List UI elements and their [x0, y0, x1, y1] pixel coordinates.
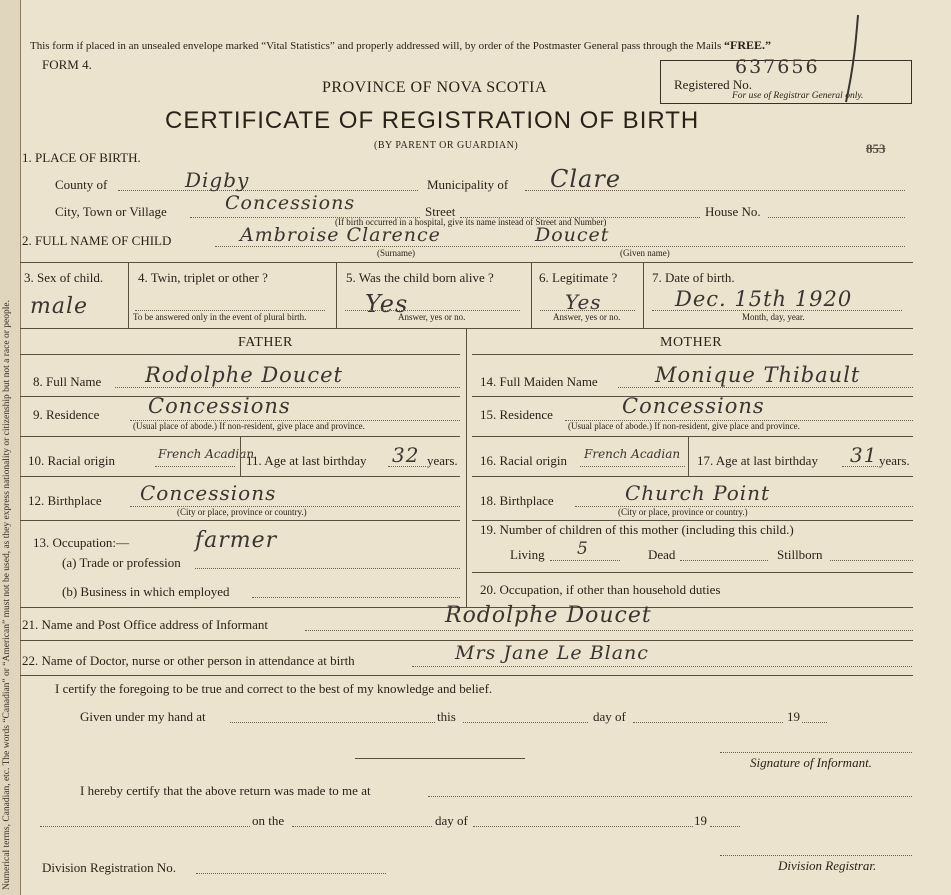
mother-race-rule [472, 476, 913, 477]
mother-birthplace-rule [472, 520, 913, 521]
child-given-value: Ambroise Clarence [240, 224, 441, 246]
mother-age-line [842, 466, 878, 467]
street-label: Street [425, 204, 456, 219]
dead-line [680, 560, 768, 561]
mother-residence-rule [472, 436, 913, 437]
division-registration-line [196, 873, 386, 874]
mother-residence-label: 15. Residence [480, 407, 553, 422]
father-birthplace-rule [20, 520, 460, 521]
child-name-line [215, 246, 905, 247]
father-race-divider [240, 436, 241, 476]
county-label: County of [55, 177, 108, 192]
registrar-blank-line [40, 826, 250, 827]
division-registration-label: Division Registration No. [42, 860, 176, 875]
father-race-value: French Acadian [158, 447, 255, 461]
mother-name-line [618, 387, 913, 388]
year-label: 19 [787, 709, 800, 724]
informant-line [305, 630, 913, 631]
registrar-statement: I hereby certify that the above return was made to me at [80, 783, 371, 798]
division-registrar-line [720, 855, 912, 856]
year-line [802, 722, 827, 723]
mother-occupation-label: 20. Occupation, if other than household duties [480, 582, 721, 597]
legitimate-note: Answer, yes or no. [553, 312, 621, 322]
father-birthplace-label: 12. Birthplace [28, 493, 102, 508]
father-birthplace-value: Concessions [140, 481, 277, 505]
given-place-line [230, 722, 435, 723]
father-occupation-label: 13. Occupation:— [33, 535, 130, 550]
row3-divider-2 [336, 262, 337, 328]
legitimate-value: Yes [565, 290, 602, 314]
date-of-birth-value: Dec. 15th 1920 [675, 287, 853, 311]
child-surname-value: Doucet [535, 224, 610, 246]
row3-divider-1 [128, 262, 129, 328]
division-registrar-label: Division Registrar. [778, 858, 877, 873]
sex-value: male [30, 294, 89, 319]
corner-number: 853 [866, 141, 886, 156]
informant-rule [20, 640, 913, 641]
postal-notice [30, 38, 771, 53]
living-value: 5 [577, 539, 589, 559]
trade-label: (a) Trade or profession [62, 555, 181, 570]
city-label: City, Town or Village [55, 204, 167, 219]
mother-race-label: 16. Racial origin [480, 453, 568, 468]
father-race-label: 10. Racial origin [28, 453, 116, 468]
father-age-line [388, 466, 426, 467]
surname-caption: (Surname) [377, 248, 415, 258]
day-of-label: day of [593, 709, 626, 724]
father-name-label: 8. Full Name [33, 374, 102, 389]
father-age-value: 32 [392, 443, 420, 467]
informant-value: Rodolphe Doucet [445, 603, 652, 628]
informant-label: 21. Name and Post Office address of Informant [22, 617, 268, 632]
hospital-note: (If birth occurred in a hospital, give its name instead of Street and Number) [335, 217, 607, 227]
father-name-value: Rodolphe Doucet [145, 363, 343, 387]
parents-divider [466, 328, 467, 608]
registered-number-value: 637656 [735, 56, 820, 78]
registrar-day-of-label: day of [435, 813, 468, 828]
twin-label: 4. Twin, triplet or other ? [138, 270, 268, 285]
mother-race-line [580, 466, 685, 467]
given-under-label: Given under my hand at [80, 709, 206, 724]
short-rule [355, 758, 525, 759]
father-residence-note: (Usual place of abode.) If non-resident, give place and province. [133, 421, 365, 431]
province-heading: PROVINCE OF NOVA SCOTIA [322, 79, 548, 96]
mother-race-value: French Acadian [584, 447, 681, 461]
business-line [252, 597, 460, 598]
signature-line [720, 752, 912, 753]
left-margin-strip [0, 0, 21, 895]
county-value: Digby [185, 168, 250, 192]
registrar-place-line [428, 796, 912, 797]
registered-number-label: Registered No. [674, 77, 752, 92]
doctor-label: 22. Name of Doctor, nurse or other person in attendance at birth [22, 653, 355, 668]
father-heading: FATHER [238, 335, 293, 350]
mother-children-rule [472, 572, 913, 573]
this-day-line [463, 722, 588, 723]
father-residence-label: 9. Residence [33, 407, 100, 422]
business-label: (b) Business in which employed [62, 584, 230, 599]
alive-value: Yes [365, 290, 409, 318]
mother-name-value: Monique Thibault [655, 363, 861, 387]
mother-residence-value: Concessions [622, 394, 765, 418]
registrar-year-label: 19 [694, 813, 707, 828]
pen-mark [828, 10, 868, 110]
page-title: CERTIFICATE OF REGISTRATION OF BIRTH [165, 107, 700, 134]
signature-label: Signature of Informant. [750, 755, 872, 770]
doctor-line [412, 666, 912, 667]
date-of-birth-note: Month, day, year. [742, 312, 805, 322]
municipality-label: Municipality of [427, 177, 509, 192]
on-the-line [292, 826, 432, 827]
house-number-label: House No. [705, 204, 761, 219]
place-of-birth-label: 1. PLACE OF BIRTH. [22, 150, 141, 165]
mother-birthplace-value: Church Point [625, 481, 771, 505]
mother-children-label: 19. Number of children of this mother (including this child.) [480, 522, 794, 537]
alive-label: 5. Was the child born alive ? [346, 270, 494, 285]
row3-divider-3 [531, 262, 532, 328]
father-residence-value: Concessions [148, 394, 291, 418]
mother-race-divider [688, 436, 689, 476]
sex-label: 3. Sex of child. [24, 270, 104, 285]
postal-notice-text: This form if placed in an unsealed envelope marked “Vital Statistics” and properly addressed will, by order of the Postmaster General pass through the Mails [30, 40, 722, 52]
father-race-line [155, 466, 235, 467]
row3-top-border [20, 262, 913, 263]
mother-heading: MOTHER [660, 335, 723, 350]
mother-name-label: 14. Full Maiden Name [480, 374, 598, 389]
father-heading-line [20, 354, 460, 355]
father-race-rule [20, 476, 460, 477]
twin-note: To be answered only in the event of plural birth. [133, 312, 307, 322]
mother-age-value: 31 [850, 443, 878, 467]
legitimate-label: 6. Legitimate ? [539, 270, 618, 285]
mother-residence-note: (Usual place of abode.) If non-resident, give place and province. [568, 421, 800, 431]
father-years-label: years. [427, 453, 458, 468]
date-of-birth-line [652, 310, 902, 311]
child-name-label: 2. FULL NAME OF CHILD [22, 233, 172, 248]
father-occupation-value: farmer [195, 528, 278, 553]
free-label: “FREE.” [723, 38, 771, 52]
municipality-value: Clare [550, 165, 622, 193]
living-label: Living [510, 547, 545, 562]
mother-age-label: 17. Age at last birthday [697, 453, 818, 468]
date-of-birth-label: 7. Date of birth. [652, 270, 735, 285]
registrar-use-note: For use of Registrar General only. [732, 91, 864, 101]
city-value: Concessions [225, 192, 356, 214]
mother-heading-line [472, 354, 913, 355]
father-name-line [115, 387, 460, 388]
mother-birthplace-note: (City or place, province or country.) [618, 507, 748, 517]
county-line [118, 190, 418, 191]
trade-line [195, 568, 460, 569]
stillborn-line [830, 560, 913, 561]
father-birthplace-note: (City or place, province or country.) [177, 507, 307, 517]
alive-line [345, 310, 520, 311]
father-age-label: 11. Age at last birthday [246, 453, 367, 468]
on-the-label: on the [252, 813, 285, 828]
this-label: this [437, 709, 456, 724]
mother-birthplace-label: 18. Birthplace [480, 493, 554, 508]
doctor-value: Mrs Jane Le Blanc [455, 642, 649, 664]
dead-label: Dead [648, 547, 676, 562]
stillborn-label: Stillborn [777, 547, 823, 562]
registrar-year-line [710, 826, 740, 827]
side-note: Numerical terms, Canadian, etc. The words “Canadian” or “American” must not be used, as they express nationality or citizenship but not a race or people. [2, 300, 12, 890]
mother-years-label: years. [879, 453, 910, 468]
alive-note: Answer, yes or no. [398, 312, 466, 322]
living-line [550, 560, 620, 561]
twin-line [135, 310, 325, 311]
certify-statement: I certify the foregoing to be true and correct to the best of my knowledge and belief. [55, 681, 493, 696]
form-number: FORM 4. [42, 57, 92, 72]
house-number-line [768, 217, 905, 218]
legitimate-line [540, 310, 635, 311]
row3-divider-4 [643, 262, 644, 328]
given-name-caption: (Given name) [620, 248, 670, 258]
day-of-line [633, 722, 783, 723]
doctor-rule [20, 675, 913, 676]
page-subtitle: (BY PARENT OR GUARDIAN) [374, 140, 519, 151]
registrar-day-of-line [473, 826, 693, 827]
